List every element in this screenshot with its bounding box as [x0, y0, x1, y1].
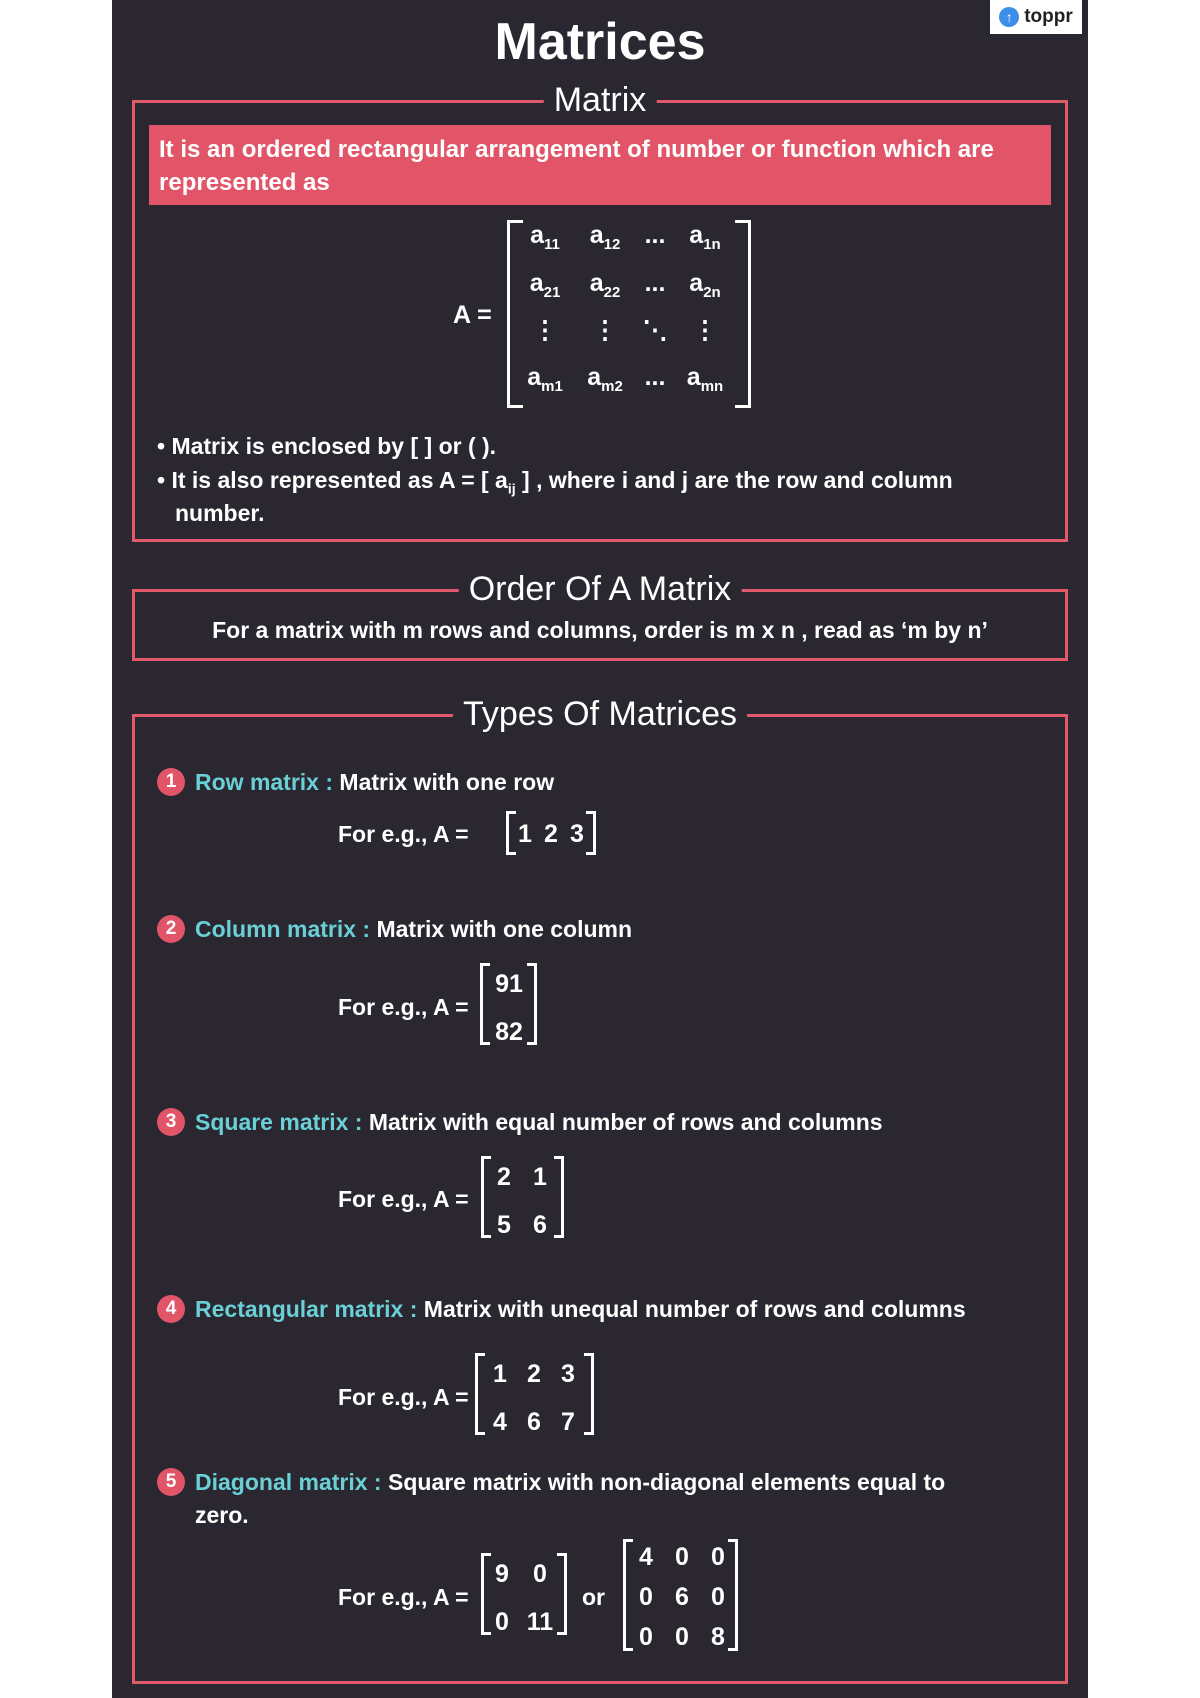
bullet-notation: • It is also represented as A = [ $a_{ij}$ ] , where i and j are the row and column — [157, 467, 953, 497]
matrix-right-bracket — [735, 220, 751, 408]
matrix-cell: ⋮ — [532, 316, 558, 344]
example-label: For e.g., A = — [338, 1584, 469, 1610]
matrix-cell: 91 — [495, 970, 523, 998]
matrix-cell: $a_{21}$ — [529, 269, 561, 301]
square-matrix-right-bracket — [554, 1156, 564, 1238]
infographic — [112, 0, 1088, 1698]
bullet-notation-cont: number. — [175, 500, 265, 526]
matrix-cell: ... — [644, 221, 666, 249]
matrix-cell: 0 — [639, 1583, 653, 1611]
matrix-cell: 0 — [675, 1543, 689, 1571]
matrix-cell: 1 — [493, 1360, 507, 1388]
matrix-cell: 0 — [711, 1543, 725, 1571]
matrix-cell: $a_{11}$ — [530, 221, 560, 253]
square-matrix-desc: Square matrix : Matrix with equal number of rows and columns — [195, 1109, 883, 1135]
matrix-heading: Matrix — [544, 81, 657, 120]
matrix-cell: 2 — [544, 820, 558, 848]
matrix-cell: 6 — [527, 1408, 541, 1436]
matrix-cell: 3 — [561, 1360, 575, 1388]
rectangular-matrix-right-bracket — [584, 1353, 594, 1435]
matrix-lhs: A = — [453, 301, 492, 329]
matrix-cell: 0 — [533, 1560, 547, 1588]
matrix-cell: $a_{12}$ — [589, 221, 621, 253]
matrix-section — [132, 81, 1068, 542]
matrix-cell: $a_{mn}$ — [686, 363, 724, 395]
diagonal-matrix-desc-cont: zero. — [195, 1502, 249, 1528]
matrix-cell: $a_{m1}$ — [527, 363, 563, 395]
matrix-cell: 1 — [518, 820, 532, 848]
matrix-cell: 5 — [497, 1211, 511, 1239]
example-label: For e.g., A = — [338, 994, 469, 1020]
or-label: or — [582, 1584, 605, 1610]
matrix-cell: 0 — [711, 1583, 725, 1611]
matrix-cell: 6 — [533, 1211, 547, 1239]
item-number: 1 — [157, 768, 185, 796]
matrix-cell: 0 — [639, 1623, 653, 1651]
matrix-cell: 6 — [675, 1583, 689, 1611]
matrix-cell: 0 — [495, 1608, 509, 1636]
matrix-cell: 0 — [675, 1623, 689, 1651]
example-label: For e.g., A = — [338, 821, 469, 847]
matrix-cell: 2 — [527, 1360, 541, 1388]
matrix-cell: ... — [644, 269, 666, 297]
order-section — [132, 570, 1068, 661]
matrix-cell: 4 — [493, 1408, 507, 1436]
matrix-cell: ⋮ — [592, 316, 618, 344]
bullet-brackets: • Matrix is enclosed by [ ] or ( ). — [157, 433, 497, 459]
matrix-cell: 1 — [533, 1163, 547, 1191]
rectangular-matrix-desc: Rectangular matrix : Matrix with unequal number of rows and columns — [195, 1296, 966, 1322]
brand-name: toppr — [1024, 6, 1073, 27]
matrix-cell: 11 — [526, 1608, 554, 1636]
matrix-cell: 9 — [495, 1560, 509, 1588]
diagonal-matrix-right-bracket — [557, 1553, 567, 1635]
matrix-cell: 3 — [570, 820, 584, 848]
row-matrix-desc: Row matrix : Matrix with one row — [195, 769, 555, 795]
matrix-cell: 8 — [711, 1623, 725, 1651]
item-number: 4 — [157, 1295, 185, 1323]
matrix-cell: ⋮ — [692, 316, 718, 344]
order-text: For a matrix with m rows and columns, order is m x n , read as ‘m by n’ — [212, 617, 988, 643]
matrix-cell: 82 — [495, 1018, 523, 1046]
column-matrix-desc: Column matrix : Matrix with one column — [195, 916, 633, 942]
matrix-cell: 4 — [639, 1543, 653, 1571]
example-label: For e.g., A = — [338, 1384, 469, 1410]
matrix-definition: It is an ordered rectangular arrangement of number or function which are represented as — [149, 125, 1051, 205]
matrix-cell: $a_{1n}$ — [689, 221, 721, 253]
matrix-cell: 7 — [561, 1408, 575, 1436]
arrow-up-icon: ↑ — [999, 7, 1019, 27]
item-number: 5 — [157, 1468, 185, 1496]
matrix-cell: $a_{22}$ — [589, 269, 621, 301]
order-heading: Order Of A Matrix — [459, 570, 742, 609]
item-number: 2 — [157, 915, 185, 943]
matrix-cell: 2 — [497, 1163, 511, 1191]
matrix-cell: ... — [644, 363, 666, 391]
page-title: Matrices — [494, 13, 706, 71]
item-number: 3 — [157, 1108, 185, 1136]
matrix-cell: $a_{m2}$ — [587, 363, 623, 395]
types-heading: Types Of Matrices — [453, 695, 747, 734]
diagonal-matrix-desc: Diagonal matrix : Square matrix with non-diagonal elements equal to — [195, 1469, 946, 1495]
matrix-cell: $a_{2n}$ — [689, 269, 721, 301]
types-section — [132, 695, 1068, 1684]
example-label: For e.g., A = — [338, 1186, 469, 1212]
matrix-cell: ⋱ — [642, 316, 668, 344]
